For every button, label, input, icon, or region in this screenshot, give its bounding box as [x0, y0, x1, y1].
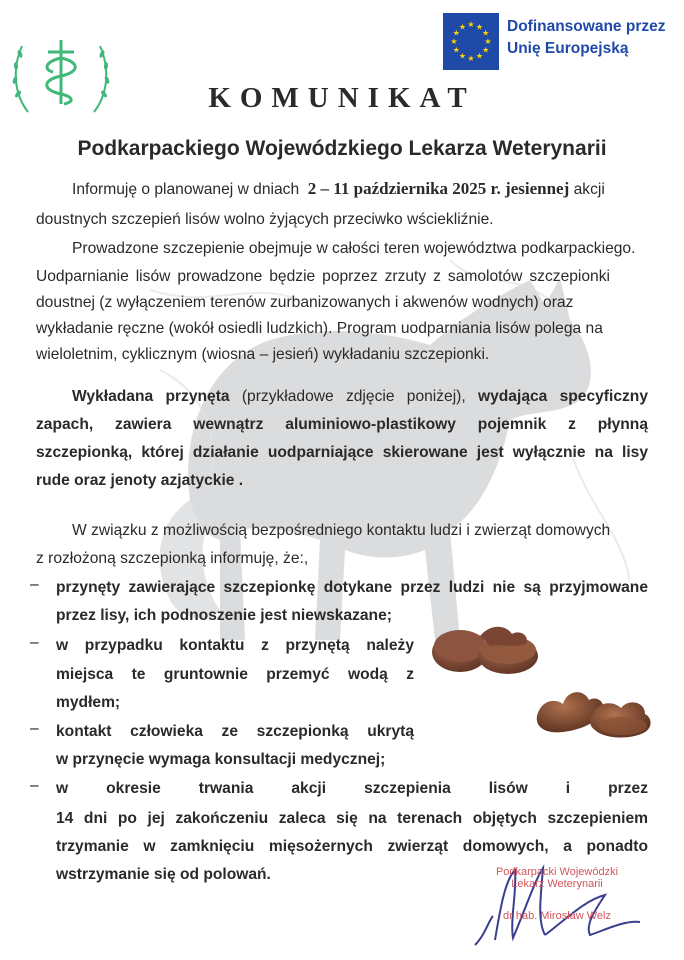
bullet4-line3: trzymanie w zamknięciu mięsożernych zwierząt domowych, a ponadto [56, 838, 648, 855]
bullet2-dash: – [30, 634, 39, 651]
para4-line2: z rozłożoną szczepionką informuję, że:, [36, 550, 309, 567]
eu-text-line2: Unię Europejską [507, 40, 629, 57]
para3-line2: zapach, zawiera wewnątrz aluminiowo-plastikowy pojemnik z płynną [36, 416, 648, 433]
eu-star: ★ [467, 20, 475, 29]
official-stamp [472, 866, 642, 922]
stamp-line2: Lekarz Weterynarii [511, 878, 603, 890]
eu-funding-label [507, 16, 665, 60]
bullet1-line2: przez lisy, ich podnoszenie jest niewskazane; [56, 607, 392, 624]
para3-line4: rude oraz jenoty azjatyckie . [36, 472, 244, 489]
bullet1-line1: przynęty zawierające szczepionkę dotykane przez ludzi nie są przyjmowane [56, 579, 648, 596]
page-title: KOMUNIKAT [208, 82, 476, 114]
para1-line2: doustnych szczepień lisów wolno żyjących przeciwko wściekliźnie. [36, 211, 494, 228]
bullet2-line1: w przypadku kontaktu z przynętą należy [56, 637, 414, 654]
eu-star: ★ [452, 45, 460, 55]
page-subtitle: Podkarpackiego Wojewódzkiego Lekarza Weterynarii [77, 137, 607, 160]
para1-dates: 2 – 11 października 2025 r. jesiennej [307, 179, 570, 198]
eu-flag-icon [443, 13, 499, 70]
para3-photo-note: (przykładowe zdjęcie poniżej), [241, 388, 466, 405]
para3-line1 [72, 384, 648, 410]
eu-star: ★ [482, 45, 490, 55]
para4-line1: W związku z możliwością bezpośredniego kontaktu ludzi i zwierząt domowych [72, 522, 611, 539]
para3-line3: szczepionką, której działanie uodparniające skierowane jest wyłącznie na lisy [36, 444, 648, 461]
para2-line1: Prowadzone szczepienie obejmuje w całości teren województwa podkarpackiego. [72, 240, 636, 257]
eu-star: ★ [484, 37, 492, 46]
bullet4-dash: – [30, 777, 39, 794]
eu-star: ★ [475, 22, 484, 32]
eu-star: ★ [458, 51, 467, 61]
bullet3-dash: – [30, 720, 39, 737]
bullet2-line3: mydłem; [56, 694, 121, 711]
stamp-line1: Podkarpacki Wojewódzki [495, 866, 619, 878]
para2-line3: doustnej (z wyłączeniem terenów zurbanizowanych i akwenów wodnych) oraz [36, 294, 574, 311]
para2-line5: wieloletnim, cyklicznym (wiosna – jesień) wykładaniu szczepionki. [36, 346, 490, 363]
eu-star: ★ [450, 37, 458, 46]
eu-star: ★ [482, 28, 490, 38]
para2-line4: wykładanie ręczne (wokół osiedli ludzkich). Program uodparniania lisów polega na [36, 320, 603, 337]
bullet2-line2: miejsca te gruntownie przemyć wodą z [56, 666, 414, 683]
eu-star: ★ [452, 28, 460, 38]
para3-smell: wydająca specyficzny [477, 388, 649, 405]
para1-line1 [72, 176, 648, 203]
para3-bait-label: Wykładana przynęta [72, 388, 230, 405]
bullet3-line2: w przynęcie wymaga konsultacji medycznej; [56, 751, 386, 768]
para2-line2: Uodparnianie lisów prowadzone będzie poprzez zrzuty z samolotów szczepionki [36, 268, 610, 285]
bullet3-line1: kontakt człowieka ze szczepionką ukrytą [56, 723, 414, 740]
bullet4-line1: w okresie trwania akcji szczepienia lisów i przez [56, 780, 648, 797]
eu-star: ★ [458, 22, 467, 32]
eu-star: ★ [467, 54, 475, 63]
stamp-line3: dr hab. Mirosław Welz [503, 910, 611, 922]
bullet1-dash: – [30, 576, 39, 593]
para1-text-c: akcji [573, 181, 605, 198]
bait-photo-2 [533, 680, 657, 742]
eu-star: ★ [475, 51, 484, 61]
bait-photo-1 [430, 614, 542, 676]
para1-text-a: Informuję o planowanej w dniach [72, 181, 300, 198]
eu-text-line1: Dofinansowane przez [507, 18, 666, 35]
bullet4-line4: wstrzymanie się od polowań. [56, 866, 271, 883]
bullet4-line2: 14 dni po jej zakończeniu zaleca się na terenach objętych szczepieniem [56, 810, 648, 827]
